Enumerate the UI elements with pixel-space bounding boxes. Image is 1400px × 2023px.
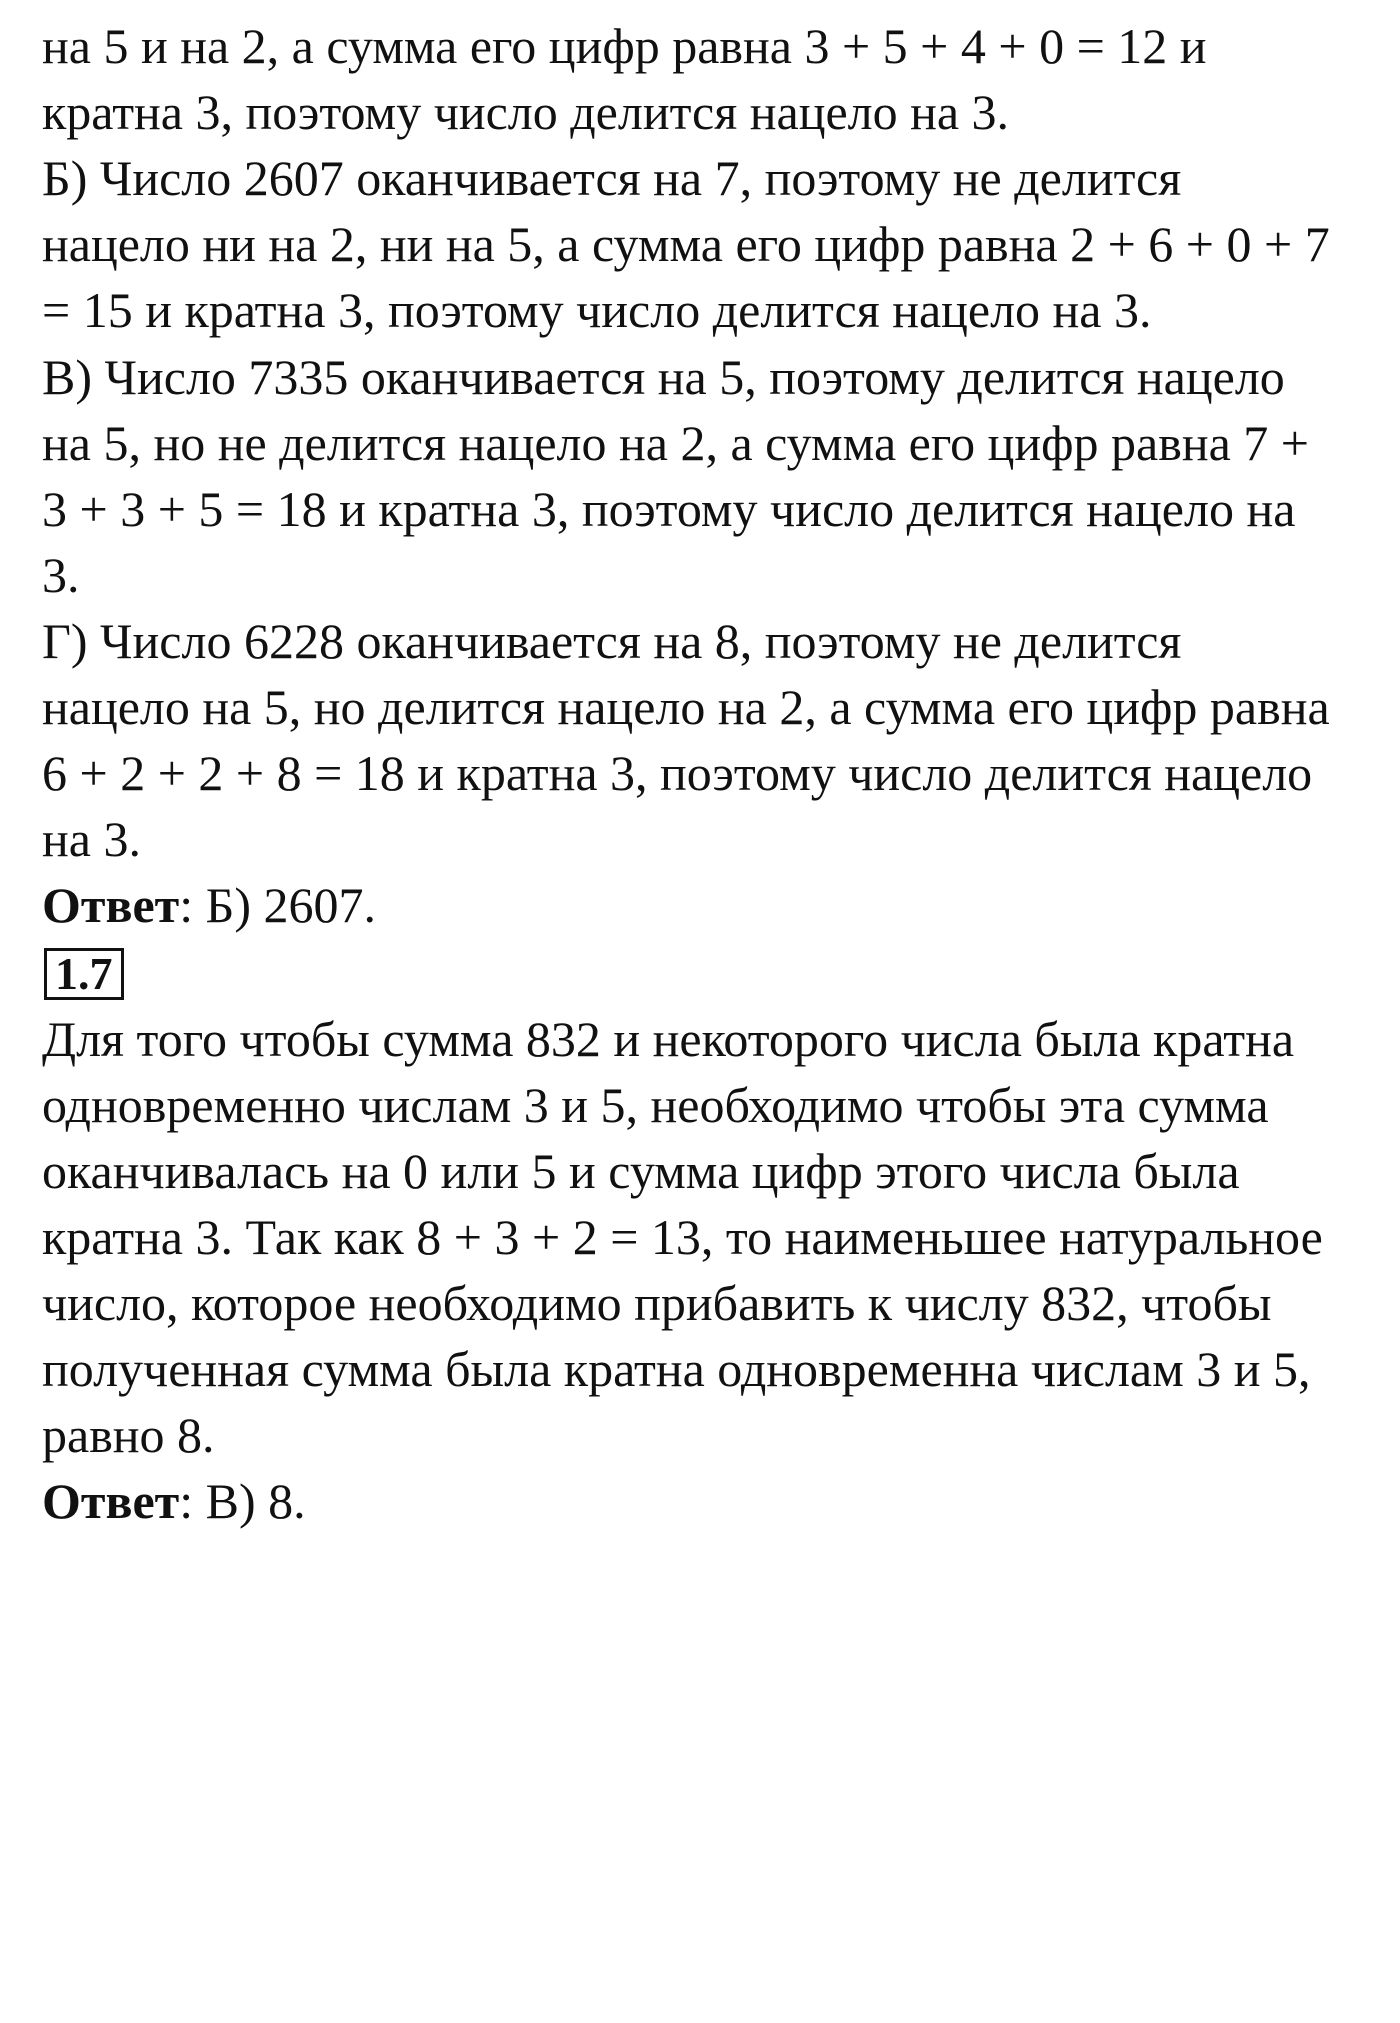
text-line: = 15 и кратна 3, поэтому число делится нацело на 3. — [42, 282, 1152, 338]
text-line: нацело ни на 2, ни на 5, а сумма его цифр равна 2 + 6 + 0 + 7 — [42, 216, 1330, 272]
text-line: на 5 и на 2, а сумма его цифр равна 3 + 5 + 4 + 0 = 12 и — [42, 18, 1207, 74]
text-line: Для того чтобы сумма 832 и некоторого числа была кратна — [42, 1011, 1295, 1067]
text-line: В) Число 7335 оканчивается на 5, поэтому делится нацело — [42, 349, 1285, 405]
text-line: кратна 3, поэтому число делится нацело на 3. — [42, 84, 1010, 140]
text-line: на 5, но не делится нацело на 2, а сумма его цифр равна 7 + — [42, 415, 1309, 471]
text-line: 3 + 3 + 5 = 18 и кратна 3, поэтому число делится нацело на — [42, 481, 1296, 537]
text-line: на 3. — [42, 811, 141, 867]
text-line: равно 8. — [42, 1407, 215, 1463]
text-line: нацело на 5, но делится нацело на 2, а сумма его цифр равна — [42, 679, 1330, 735]
text-line: 3. — [42, 547, 80, 603]
answer-label: Ответ — [42, 877, 180, 933]
text-line: число, которое необходимо прибавить к числу 832, чтобы — [42, 1275, 1272, 1331]
answer-line — [42, 875, 376, 935]
answer-value: : В) 8. — [179, 1473, 306, 1529]
answer-label: Ответ — [42, 1473, 180, 1529]
task-number-line — [44, 942, 124, 1002]
answer-line — [42, 1471, 306, 1531]
text-line: 6 + 2 + 2 + 8 = 18 и кратна 3, поэтому число делится нацело — [42, 745, 1313, 801]
text-line: оканчивалась на 0 или 5 и сумма цифр этого числа была — [42, 1143, 1240, 1199]
task-number-box: 1.7 — [44, 948, 124, 1000]
text-line: Г) Число 6228 оканчивается на 8, поэтому не делится — [42, 613, 1182, 669]
answer-value: : Б) 2607. — [179, 877, 376, 933]
text-line: кратна 3. Так как 8 + 3 + 2 = 13, то наименьшее натуральное — [42, 1209, 1323, 1265]
text-line: полученная сумма была кратна одновременна числам 3 и 5, — [42, 1341, 1311, 1397]
text-line: одновременно числам 3 и 5, необходимо чтобы эта сумма — [42, 1077, 1269, 1133]
text-line: Б) Число 2607 оканчивается на 7, поэтому не делится — [42, 150, 1182, 206]
